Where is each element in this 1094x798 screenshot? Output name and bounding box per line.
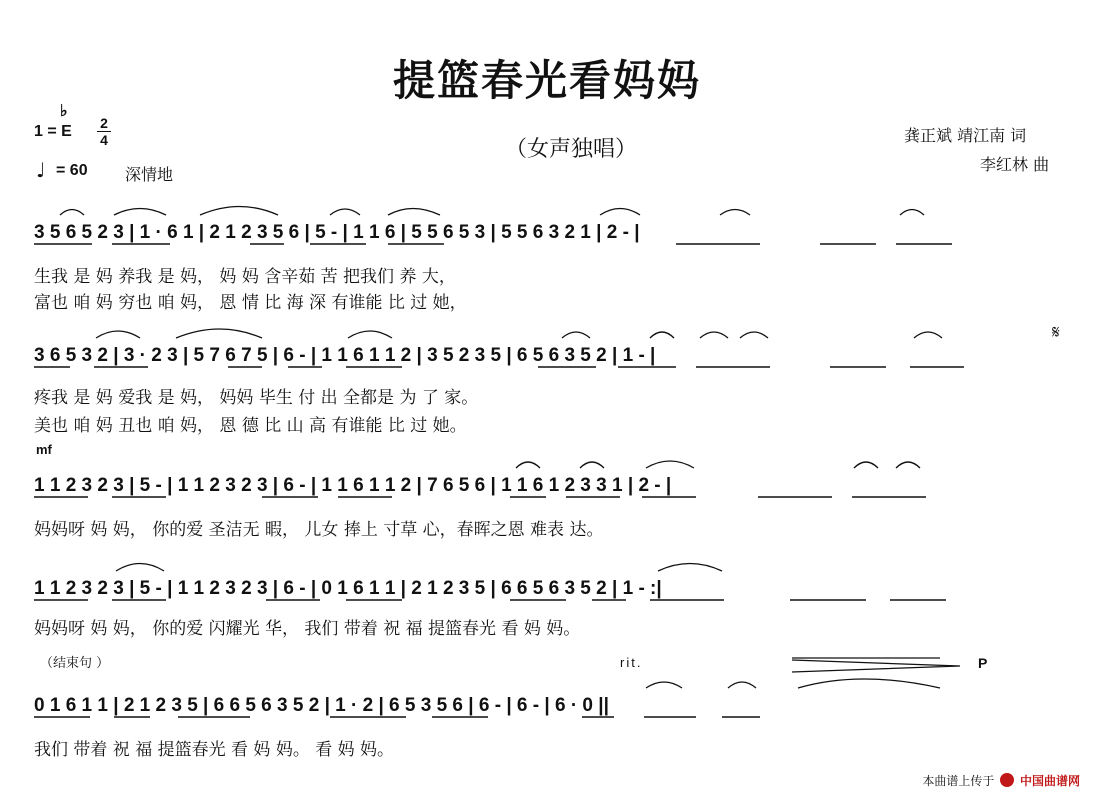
slur bbox=[900, 210, 924, 216]
segno-icon: 𝄋 bbox=[1052, 322, 1060, 343]
slur bbox=[728, 682, 756, 688]
slur bbox=[658, 564, 722, 572]
system-4-notes: 1 1 2 3 2 3 | 5 - | 1 1 2 3 2 3 | 6 - | 0 1 6 1 1 | 2 1 2 3 5 | 6 6 5 6 3 5 2 | 1 - :| bbox=[34, 578, 662, 599]
system-2-lyrics-verse2: 美也 咱 妈 丑也 咱 妈， 恩 德 比 山 高 有谁能 比 过 她。 bbox=[34, 416, 467, 436]
slur bbox=[348, 331, 392, 338]
system-3-notes: 1 1 2 3 2 3 | 5 - | 1 1 2 3 2 3 | 6 - | 1 1 6 1 1 2 | 7 6 5 6 | 1 1 6 1 2 3 3 1 | 2 - | bbox=[34, 475, 672, 496]
slur bbox=[580, 462, 604, 468]
slur bbox=[114, 209, 166, 216]
slur bbox=[600, 209, 640, 216]
tempo-value: = 60 bbox=[56, 162, 88, 179]
slur bbox=[720, 210, 750, 216]
time-signature-bottom: 4 bbox=[100, 132, 108, 148]
lyricist-credit: 龚正斌 靖江南 词 bbox=[904, 126, 1027, 145]
slur bbox=[646, 682, 682, 688]
system-5-lyrics: 我们 带着 祝 福 提篮春光 看 妈 妈。 看 妈 妈。 bbox=[34, 740, 395, 760]
slur bbox=[798, 679, 940, 688]
slur bbox=[116, 564, 164, 572]
key-signature: 1 = E bbox=[34, 123, 72, 140]
system-2-notes: 3 6 5 3 2 | 3 · 2 3 | 5 7 6 7 5 | 6 - | 1 1 6 1 1 2 | 3 5 2 3 5 | 6 5 6 3 5 2 | 1 - | bbox=[34, 345, 656, 366]
source-label: 本曲谱上传于 bbox=[922, 774, 995, 788]
flat-sign: ♭ bbox=[60, 103, 68, 120]
slur bbox=[176, 329, 262, 338]
slur bbox=[646, 461, 694, 468]
site-logo-icon bbox=[1000, 773, 1014, 787]
slur bbox=[562, 332, 590, 338]
ending-label: （结束句 ） bbox=[40, 656, 110, 671]
dynamic-mf: mf bbox=[36, 442, 52, 457]
system-1-lyrics-verse2: 富也 咱 妈 穷也 咱 妈， 恩 情 比 海 深 有谁能 比 过 她， bbox=[34, 293, 467, 313]
hairpin bbox=[792, 660, 960, 672]
slur bbox=[914, 332, 942, 338]
quarter-note-icon: ♩ bbox=[36, 158, 46, 182]
slur bbox=[516, 462, 540, 468]
slur bbox=[896, 462, 920, 468]
system-3-lyrics: 妈妈呀 妈 妈， 你的爱 圣洁无 暇， 儿女 捧上 寸草 心，春晖之恩 难表 达。 bbox=[34, 520, 604, 540]
system-5-notes: 0 1 6 1 1 | 2 1 2 3 5 | 6 6 5 6 3 5 2 | 1 · 2 | 6 5 3 5 6 | 6 - | 6 - | 6 · 0 || bbox=[34, 695, 609, 716]
system-1-notes: 3 5 6 5 2 3 | 1 · 6 1 | 2 1 2 3 5 6 | 5 - | 1 1 6 | 5 5 6 5 3 | 5 5 6 3 2 1 | 2 - | bbox=[34, 222, 640, 243]
slur bbox=[650, 332, 674, 338]
ritardando-mark: rit. bbox=[620, 655, 643, 670]
system-2-lyrics-verse1: 疼我 是 妈 爱我 是 妈， 妈妈 毕生 付 出 全都是 为 了 家。 bbox=[34, 388, 479, 408]
tempo-expression: 深情地 bbox=[125, 165, 174, 184]
slur bbox=[854, 462, 878, 468]
system-1-lyrics-verse1: 生我 是 妈 养我 是 妈， 妈 妈 含辛茹 苦 把我们 养 大， bbox=[34, 267, 456, 287]
slur bbox=[330, 209, 360, 215]
system-4-lyrics: 妈妈呀 妈 妈， 你的爱 闪耀光 华， 我们 带着 祝 福 提篮春光 看 妈 妈。 bbox=[34, 619, 581, 639]
slur bbox=[96, 331, 140, 338]
source-credit bbox=[922, 772, 1080, 789]
source-site[interactable]: 中国曲谱网 bbox=[1019, 774, 1080, 788]
slur bbox=[740, 332, 768, 338]
composer-credit: 李红林 曲 bbox=[980, 155, 1050, 174]
slur bbox=[200, 207, 278, 216]
performance-subtitle: （女声独唱） bbox=[505, 137, 638, 162]
slur bbox=[60, 210, 84, 216]
slur bbox=[700, 332, 728, 338]
slur bbox=[388, 209, 440, 216]
time-signature-top: 2 bbox=[100, 115, 108, 131]
song-title: 提篮春光看妈妈 bbox=[392, 56, 701, 105]
dynamic-p: P bbox=[978, 655, 988, 671]
